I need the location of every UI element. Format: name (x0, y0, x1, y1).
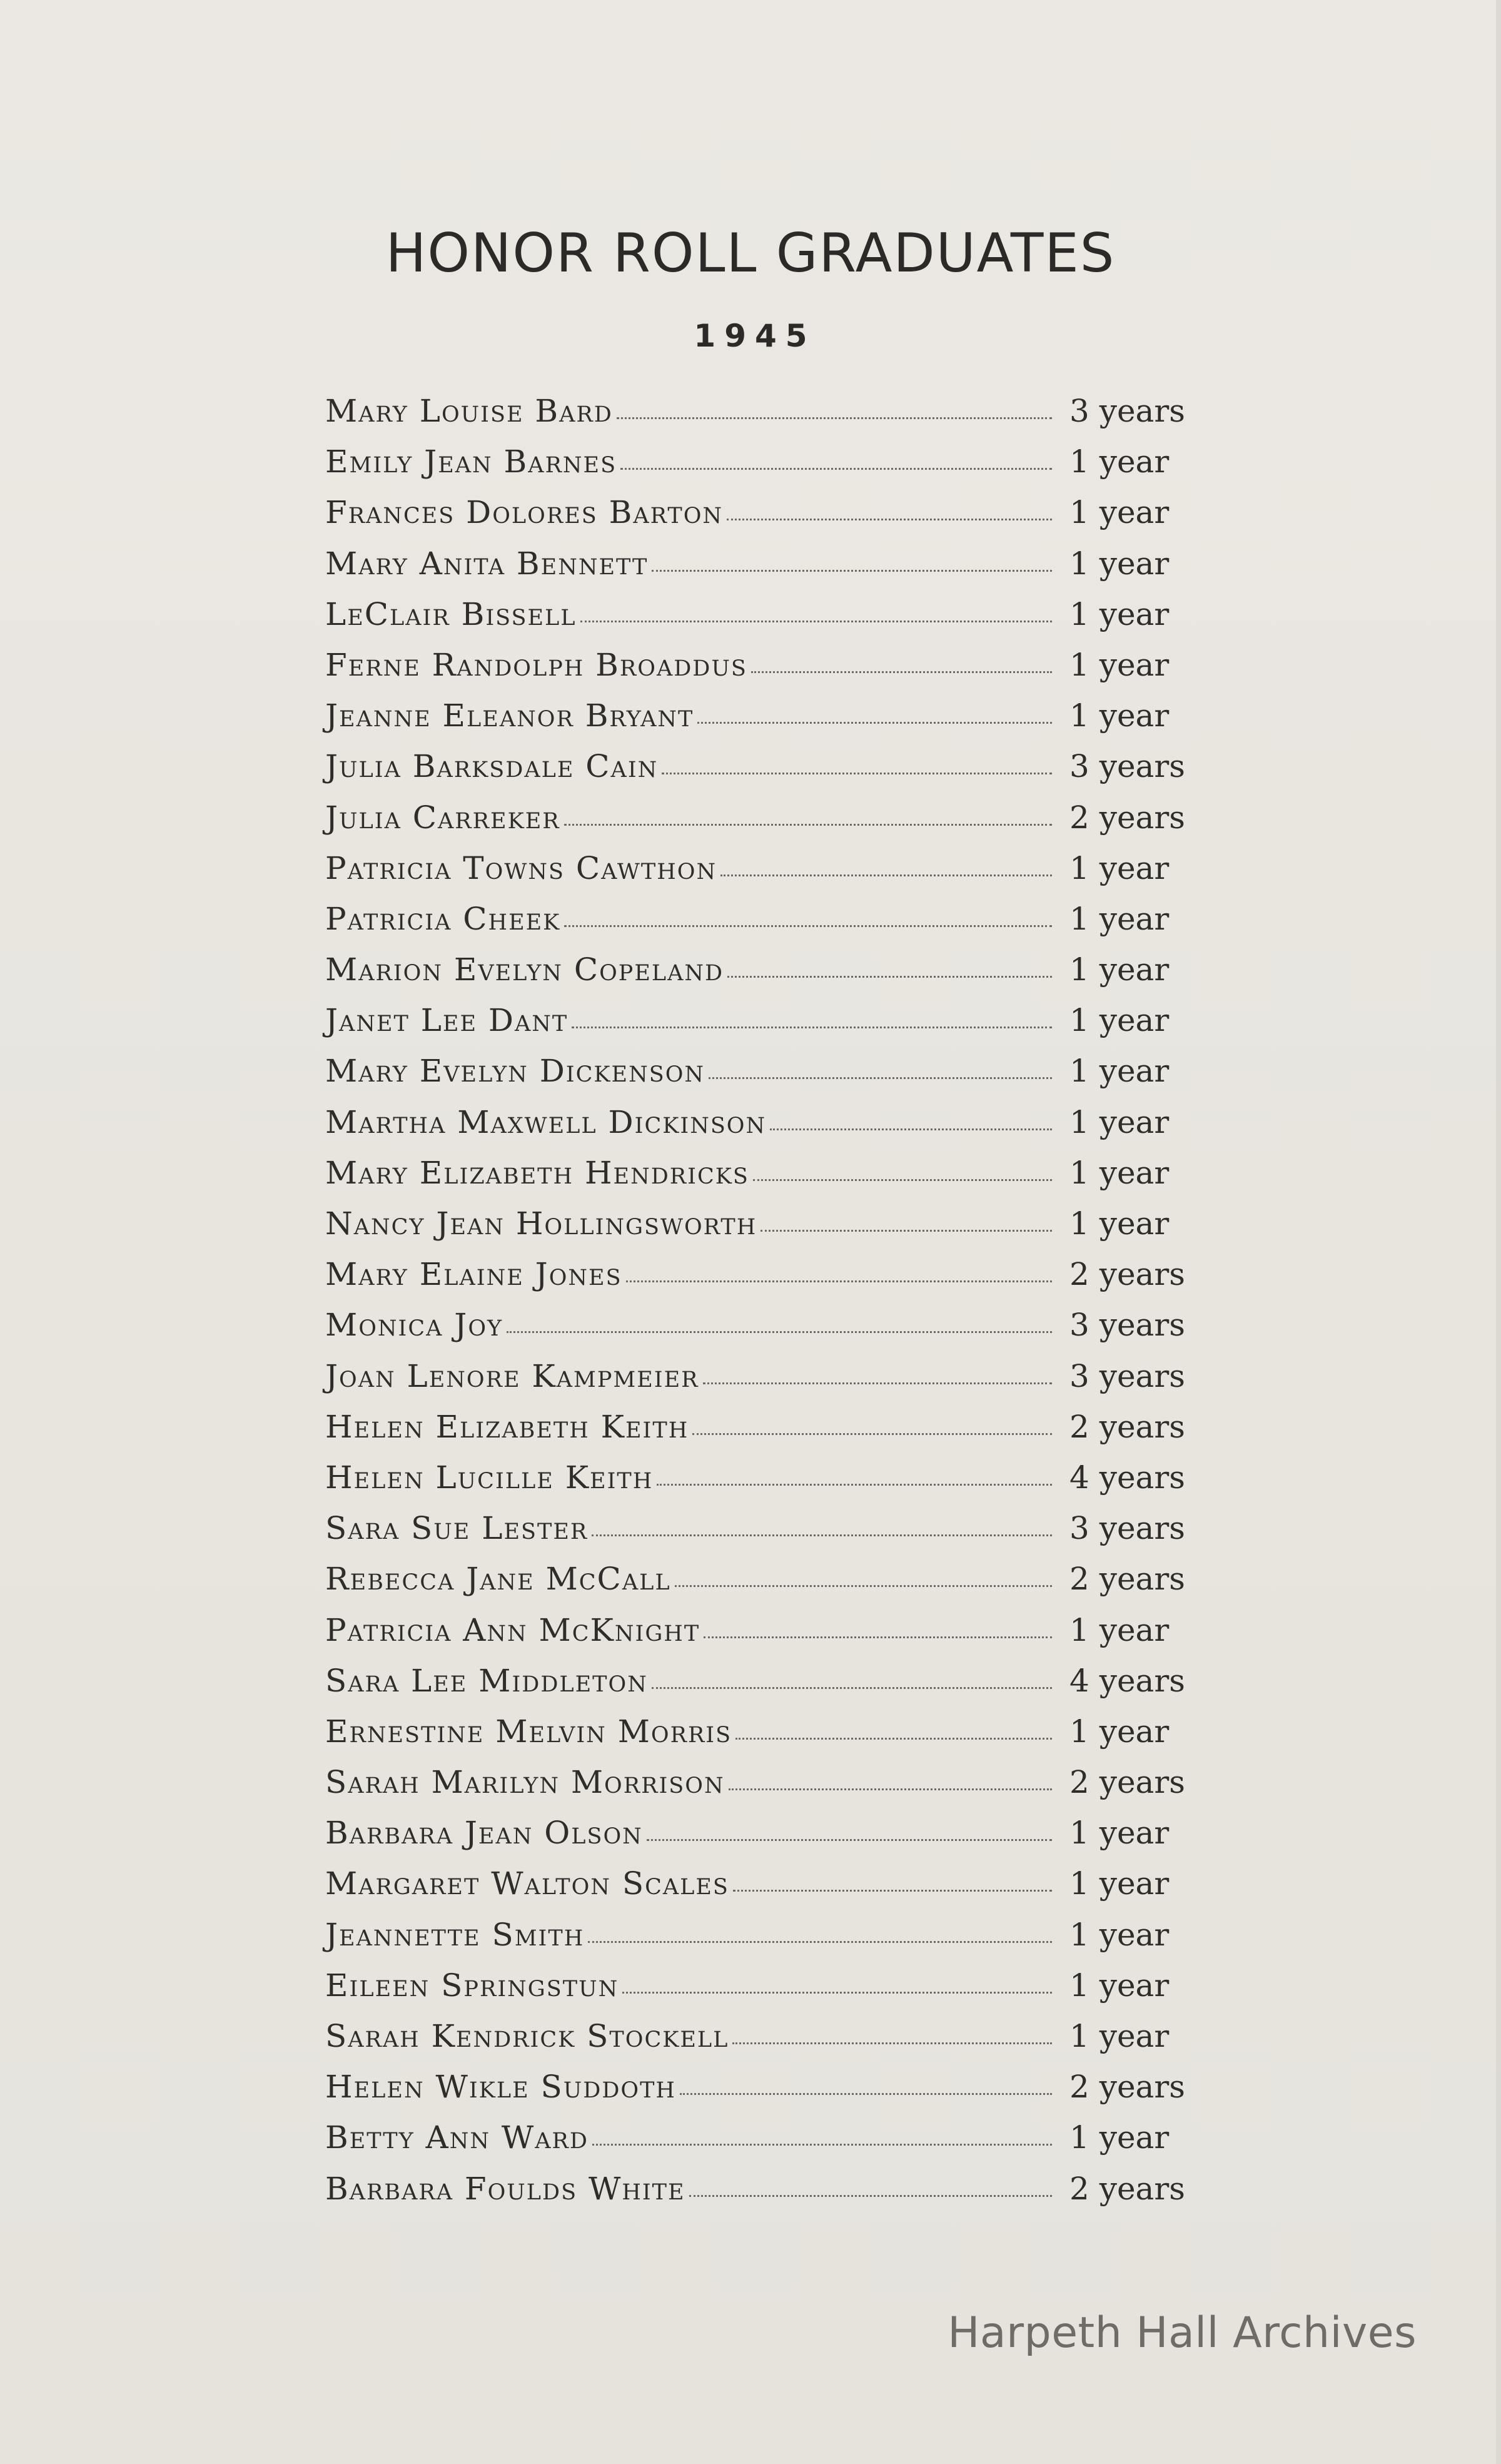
years-on-honor-roll: 1 year (1069, 444, 1170, 480)
graduate-name: Patricia Cheek (325, 900, 561, 937)
graduate-name: Marion Evelyn Copeland (325, 951, 724, 988)
dot-leader (735, 1738, 1052, 1740)
dot-leader (662, 773, 1052, 774)
graduate-name: Janet Lee Dant (325, 1002, 569, 1039)
dot-leader (704, 1636, 1052, 1638)
years-on-honor-roll: 1 year (1069, 1611, 1170, 1648)
list-item (325, 1917, 1195, 1967)
dot-leader (680, 2093, 1052, 2095)
years-on-honor-roll: 2 years (1069, 799, 1185, 836)
list-item (325, 647, 1195, 697)
years-on-honor-roll: 1 year (1069, 1053, 1170, 1090)
dot-leader (564, 824, 1052, 826)
list-item (325, 850, 1195, 901)
years-on-honor-roll: 3 years (1069, 1357, 1185, 1394)
dot-leader (753, 1179, 1052, 1181)
list-item (325, 393, 1195, 444)
years-on-honor-roll: 1 year (1069, 900, 1170, 937)
dot-leader (617, 417, 1052, 419)
graduate-name: Betty Ann Ward (325, 2119, 589, 2156)
list-item (325, 1358, 1195, 1409)
graduate-name: Margaret Walton Scales (325, 1865, 729, 1902)
graduate-name: Joan Lenore Kampmeier (325, 1357, 699, 1394)
graduate-name: Emily Jean Barnes (325, 444, 617, 480)
dot-leader (720, 875, 1052, 876)
dot-leader (732, 2042, 1052, 2044)
years-on-honor-roll: 3 years (1069, 1307, 1185, 1344)
graduate-name: Patricia Ann McKnight (325, 1611, 700, 1648)
list-item (325, 444, 1195, 494)
years-on-honor-roll: 1 year (1069, 1002, 1170, 1039)
dot-leader (751, 671, 1052, 673)
graduate-name: Ernestine Melvin Morris (325, 1713, 732, 1750)
graduate-name: Mary Anita Bennett (325, 545, 649, 582)
list-item (325, 2171, 1195, 2221)
graduate-name: Julia Barksdale Cain (325, 748, 659, 785)
list-item (325, 1459, 1195, 1510)
years-on-honor-roll: 1 year (1069, 1154, 1170, 1191)
list-item (325, 1510, 1195, 1561)
years-on-honor-roll: 1 year (1069, 1205, 1170, 1242)
years-on-honor-roll: 1 year (1069, 951, 1170, 988)
dot-leader (689, 2195, 1052, 2197)
list-item (325, 1307, 1195, 1357)
years-on-honor-roll: 4 years (1069, 1459, 1185, 1496)
graduate-name: Mary Evelyn Dickenson (325, 1053, 705, 1090)
list-item (325, 697, 1195, 748)
list-item (325, 2119, 1195, 2170)
dot-leader (564, 925, 1052, 927)
graduate-name: Jeanne Eleanor Bryant (325, 697, 694, 734)
graduate-name: Martha Maxwell Dickinson (325, 1103, 767, 1140)
dot-leader (761, 1230, 1052, 1232)
list-item (325, 2018, 1195, 2069)
list-item (325, 2069, 1195, 2119)
years-on-honor-roll: 3 years (1069, 1510, 1185, 1547)
list-item (325, 1663, 1195, 1713)
dot-leader (592, 1534, 1052, 1536)
list-item (325, 901, 1195, 951)
dot-leader (580, 621, 1052, 622)
list-item (325, 494, 1195, 545)
archive-watermark: Harpeth Hall Archives (948, 2308, 1417, 2358)
dot-leader (657, 1484, 1052, 1486)
years-on-honor-roll: 1 year (1069, 2018, 1170, 2054)
list-item (325, 1155, 1195, 1205)
graduate-name: Barbara Foulds White (325, 2170, 685, 2207)
dot-leader (652, 1687, 1052, 1689)
dot-leader (733, 1890, 1052, 1892)
dot-leader (620, 468, 1052, 470)
honor-roll-list (325, 393, 1195, 2221)
dot-leader (697, 722, 1052, 724)
dot-leader (709, 1077, 1052, 1079)
years-on-honor-roll: 1 year (1069, 1916, 1170, 1953)
years-on-honor-roll: 1 year (1069, 2119, 1170, 2156)
graduate-name: Mary Elizabeth Hendricks (325, 1154, 749, 1191)
graduate-name: Helen Wikle Suddoth (325, 2069, 676, 2106)
list-item (325, 1865, 1195, 1916)
paper-edge (1496, 0, 1501, 2464)
years-on-honor-roll: 2 years (1069, 1764, 1185, 1801)
dot-leader (588, 1941, 1052, 1943)
list-item (325, 596, 1195, 647)
years-on-honor-roll: 3 years (1069, 393, 1185, 429)
graduate-name: Sara Lee Middleton (325, 1662, 648, 1699)
graduate-name: Rebecca Jane McCall (325, 1561, 671, 1598)
list-item (325, 1764, 1195, 1815)
years-on-honor-roll: 1 year (1069, 545, 1170, 582)
graduate-name: Sarah Marilyn Morrison (325, 1764, 725, 1801)
years-on-honor-roll: 1 year (1069, 1103, 1170, 1140)
years-on-honor-roll: 2 years (1069, 1561, 1185, 1598)
list-item (325, 1002, 1195, 1053)
years-on-honor-roll: 1 year (1069, 1967, 1170, 2004)
years-on-honor-roll: 1 year (1069, 596, 1170, 632)
years-on-honor-roll: 2 years (1069, 2170, 1185, 2207)
dot-leader (647, 1839, 1052, 1841)
graduate-name: Jeannette Smith (325, 1916, 585, 1953)
graduate-name: Sara Sue Lester (325, 1510, 589, 1547)
graduate-name: Eileen Springstun (325, 1967, 619, 2004)
graduate-name: Monica Joy (325, 1307, 503, 1344)
years-on-honor-roll: 1 year (1069, 849, 1170, 886)
dot-leader (675, 1585, 1052, 1587)
dot-leader (626, 1280, 1052, 1282)
list-item (325, 748, 1195, 799)
graduate-name: Barbara Jean Olson (325, 1815, 643, 1852)
list-item (325, 1815, 1195, 1865)
graduate-name: Mary Elaine Jones (325, 1256, 622, 1293)
graduate-name: Ferne Randolph Broaddus (325, 646, 747, 683)
list-item (325, 1612, 1195, 1663)
years-on-honor-roll: 3 years (1069, 748, 1185, 785)
dot-leader (622, 1992, 1052, 1994)
years-on-honor-roll: 1 year (1069, 494, 1170, 531)
dot-leader (770, 1128, 1052, 1130)
graduate-name: Helen Elizabeth Keith (325, 1408, 689, 1445)
list-item (325, 799, 1195, 850)
years-on-honor-roll: 1 year (1069, 646, 1170, 683)
graduate-name: Sarah Kendrick Stockell (325, 2018, 729, 2054)
dot-leader (703, 1382, 1052, 1384)
dot-leader (652, 570, 1052, 572)
list-item (325, 1713, 1195, 1764)
graduate-name: LeClair Bissell (325, 596, 577, 632)
graduate-name: Patricia Towns Cawthon (325, 849, 717, 886)
list-item (325, 1561, 1195, 1611)
list-item (325, 1104, 1195, 1155)
years-on-honor-roll: 1 year (1069, 1865, 1170, 1902)
graduate-name: Mary Louise Bard (325, 393, 613, 429)
dot-leader (692, 1433, 1052, 1435)
list-item (325, 1205, 1195, 1256)
list-item (325, 1409, 1195, 1459)
graduate-name: Julia Carreker (325, 799, 560, 836)
dot-leader (592, 2144, 1052, 2146)
class-year: 1945 (694, 318, 816, 354)
list-item (325, 951, 1195, 1002)
graduate-name: Helen Lucille Keith (325, 1459, 654, 1496)
page-title: HONOR ROLL GRADUATES (385, 222, 1116, 285)
list-item (325, 545, 1195, 596)
years-on-honor-roll: 2 years (1069, 2069, 1185, 2106)
years-on-honor-roll: 1 year (1069, 1815, 1170, 1852)
dot-leader (727, 976, 1052, 978)
list-item (325, 1256, 1195, 1307)
dot-leader (729, 1788, 1052, 1790)
graduate-name: Frances Dolores Barton (325, 494, 724, 531)
list-item (325, 1967, 1195, 2018)
dot-leader (507, 1331, 1052, 1333)
years-on-honor-roll: 4 years (1069, 1662, 1185, 1699)
dot-leader (572, 1027, 1052, 1028)
years-on-honor-roll: 1 year (1069, 1713, 1170, 1750)
graduate-name: Nancy Jean Hollingsworth (325, 1205, 757, 1242)
years-on-honor-roll: 1 year (1069, 697, 1170, 734)
years-on-honor-roll: 2 years (1069, 1408, 1185, 1445)
dot-leader (727, 519, 1052, 520)
list-item (325, 1053, 1195, 1103)
years-on-honor-roll: 2 years (1069, 1256, 1185, 1293)
